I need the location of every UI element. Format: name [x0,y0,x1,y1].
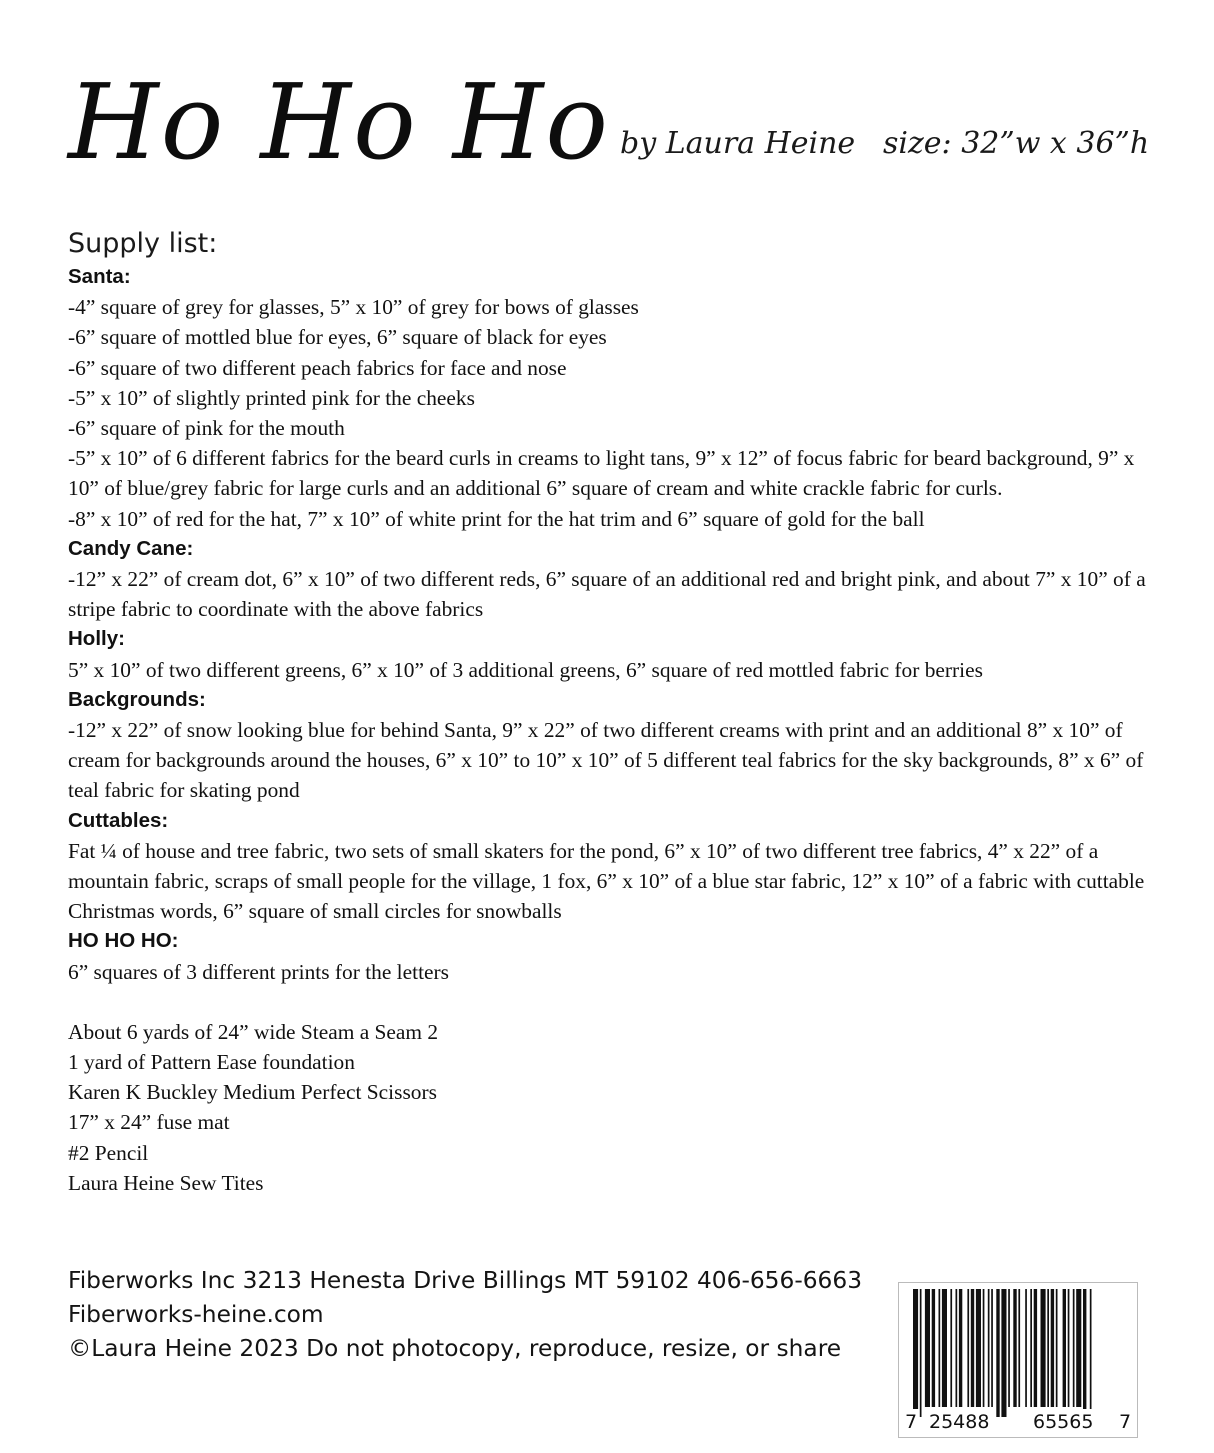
publisher-website: Fiberworks-heine.com [68,1301,324,1328]
barcode-bar [939,1289,941,1407]
barcode-bar [1013,1289,1016,1407]
supply-line: -5” x 10” of slightly printed pink for the cheeks [68,385,475,410]
barcode-bar [991,1289,993,1407]
section-title-santa: Santa: [68,265,131,288]
designer-byline: by Laura Heine [620,126,856,161]
barcode-bar [967,1289,969,1407]
page-header [68,62,1148,192]
barcode-bar [1041,1289,1046,1407]
barcode-digits [899,1409,1139,1435]
barcode-bar [913,1289,918,1417]
barcode-bar [1001,1289,1006,1417]
barcode-bar [1056,1289,1058,1407]
section-backgrounds [68,685,1158,806]
barcode-bar [983,1289,985,1407]
supply-list-heading: Supply list: [68,228,218,259]
barcode-bar [942,1289,947,1407]
supply-line: Fat ¼ of house and tree fabric, two sets of small skaters for the pond, 6” x 10” of two different tree fabrics, 4” x 22” of a mountain fabric, scraps of small people for the village, 1 fox, 6” x 10” of a blue star fabric, 12” x 10” of a fabric with cuttable Christmas words, 6” square of small circles for snowballs [68,838,1145,924]
publisher-footer [68,1264,862,1366]
pattern-title: Ho Ho Ho [68,61,611,183]
section-cuttables [68,806,1158,927]
barcode-first-digit: 7 [905,1411,918,1433]
barcode-bar [1008,1289,1010,1407]
barcode-bar [925,1289,930,1407]
barcode-bar [971,1289,974,1407]
section-title-backgrounds: Backgrounds: [68,687,206,711]
barcode-bar [1063,1289,1066,1407]
barcode-bar [1051,1289,1054,1407]
extra-supply-item: 1 yard of Pattern Ease foundation [68,1050,355,1075]
barcode-bar [1090,1289,1092,1417]
barcode-bar [988,1289,990,1407]
barcode-bar [976,1289,981,1407]
extra-supply-item: 17” x 24” fuse mat [68,1110,230,1135]
section-title-candy-cane: Candy Cane: [68,536,194,560]
upc-barcode [898,1282,1138,1438]
supply-line: -5” x 10” of 6 different fabrics for the beard curls in creams to light tans, 9” x 12” of focus fabric for beard background, 9” x 10” of blue/grey fabric for large curls and an additional 6” square of cream and white crackle fabric for curls. [68,446,1135,501]
section-santa [68,262,1158,534]
barcode-bar [932,1289,935,1407]
copyright-notice: ©Laura Heine 2023 Do not photocopy, reproduce, resize, or share [68,1335,842,1362]
barcode-right-group: 65565 [1033,1411,1094,1433]
supply-line: -8” x 10” of red for the hat, 7” x 10” of white print for the hat trim and 6” square of gold for the ball [68,506,925,531]
barcode-last-digit: 7 [1119,1411,1132,1433]
section-title-holly: Holly: [68,627,125,651]
barcode-bar [920,1289,922,1417]
quilt-size: size: 32”w x 36”h [883,126,1150,161]
section-candy-cane [68,534,1158,625]
barcode-bar [1047,1289,1049,1407]
barcode-bar [1034,1289,1037,1407]
supply-line: -12” x 22” of cream dot, 6” x 10” of two different reds, 6” square of an additional red and bright pink, and about 7” x 10” of a stripe fabric to coordinate with the above fabrics [68,567,1146,622]
barcode-bar [1073,1289,1075,1407]
barcode-left-group: 25488 [929,1411,990,1433]
barcode-bar [959,1289,962,1407]
supply-line: 5” x 10” of two different greens, 6” x 10” of 3 additional greens, 6” square of red mottled fabric for berries [68,657,983,682]
section-ho-ho-ho [68,926,1158,986]
supply-line: -6” square of two different peach fabrics for face and nose [68,355,567,380]
barcode-bar [1030,1289,1032,1407]
section-title-ho-ho-ho: HO HO HO: [68,929,179,953]
barcode-bar [950,1289,952,1407]
extra-supplies [68,1017,1158,1198]
barcode-bar [1018,1289,1020,1407]
supply-list [68,226,1158,1198]
barcode-bar [956,1289,958,1407]
supply-line: -4” square of grey for glasses, 5” x 10” of grey for bows of glasses [68,295,639,320]
barcode-bar [1083,1289,1086,1417]
extra-supply-item: About 6 yards of 24” wide Steam a Seam 2 [68,1019,439,1044]
supply-line: -6” square of pink for the mouth [68,416,345,441]
supply-line: 6” squares of 3 different prints for the letters [68,959,449,984]
barcode-bar [1068,1289,1070,1407]
section-holly [68,624,1158,684]
section-title-cuttables: Cuttables: [68,808,169,832]
extra-supply-item: Laura Heine Sew Tites [68,1170,264,1195]
supply-line: -12” x 22” of snow looking blue for behind Santa, 9” x 22” of two different creams with print and an additional 8” x 10” of cream for backgrounds around the houses, 6” x 10” to 10” x 10” of 5 different teal fabrics for the sky backgrounds, 8” x 6” of teal fabric for skating pond [68,718,1144,803]
barcode-bars [905,1289,1133,1417]
supply-line: -6” square of mottled blue for eyes, 6” square of black for eyes [68,325,607,350]
publisher-address: Fiberworks Inc 3213 Henesta Drive Billings MT 59102 406-656-6663 [68,1267,863,1294]
barcode-bar [1025,1289,1027,1407]
barcode-bar [996,1289,999,1417]
barcode-bar [1076,1289,1081,1407]
extra-supply-item: #2 Pencil [68,1140,149,1165]
extra-supply-item: Karen K Buckley Medium Perfect Scissors [68,1080,437,1105]
